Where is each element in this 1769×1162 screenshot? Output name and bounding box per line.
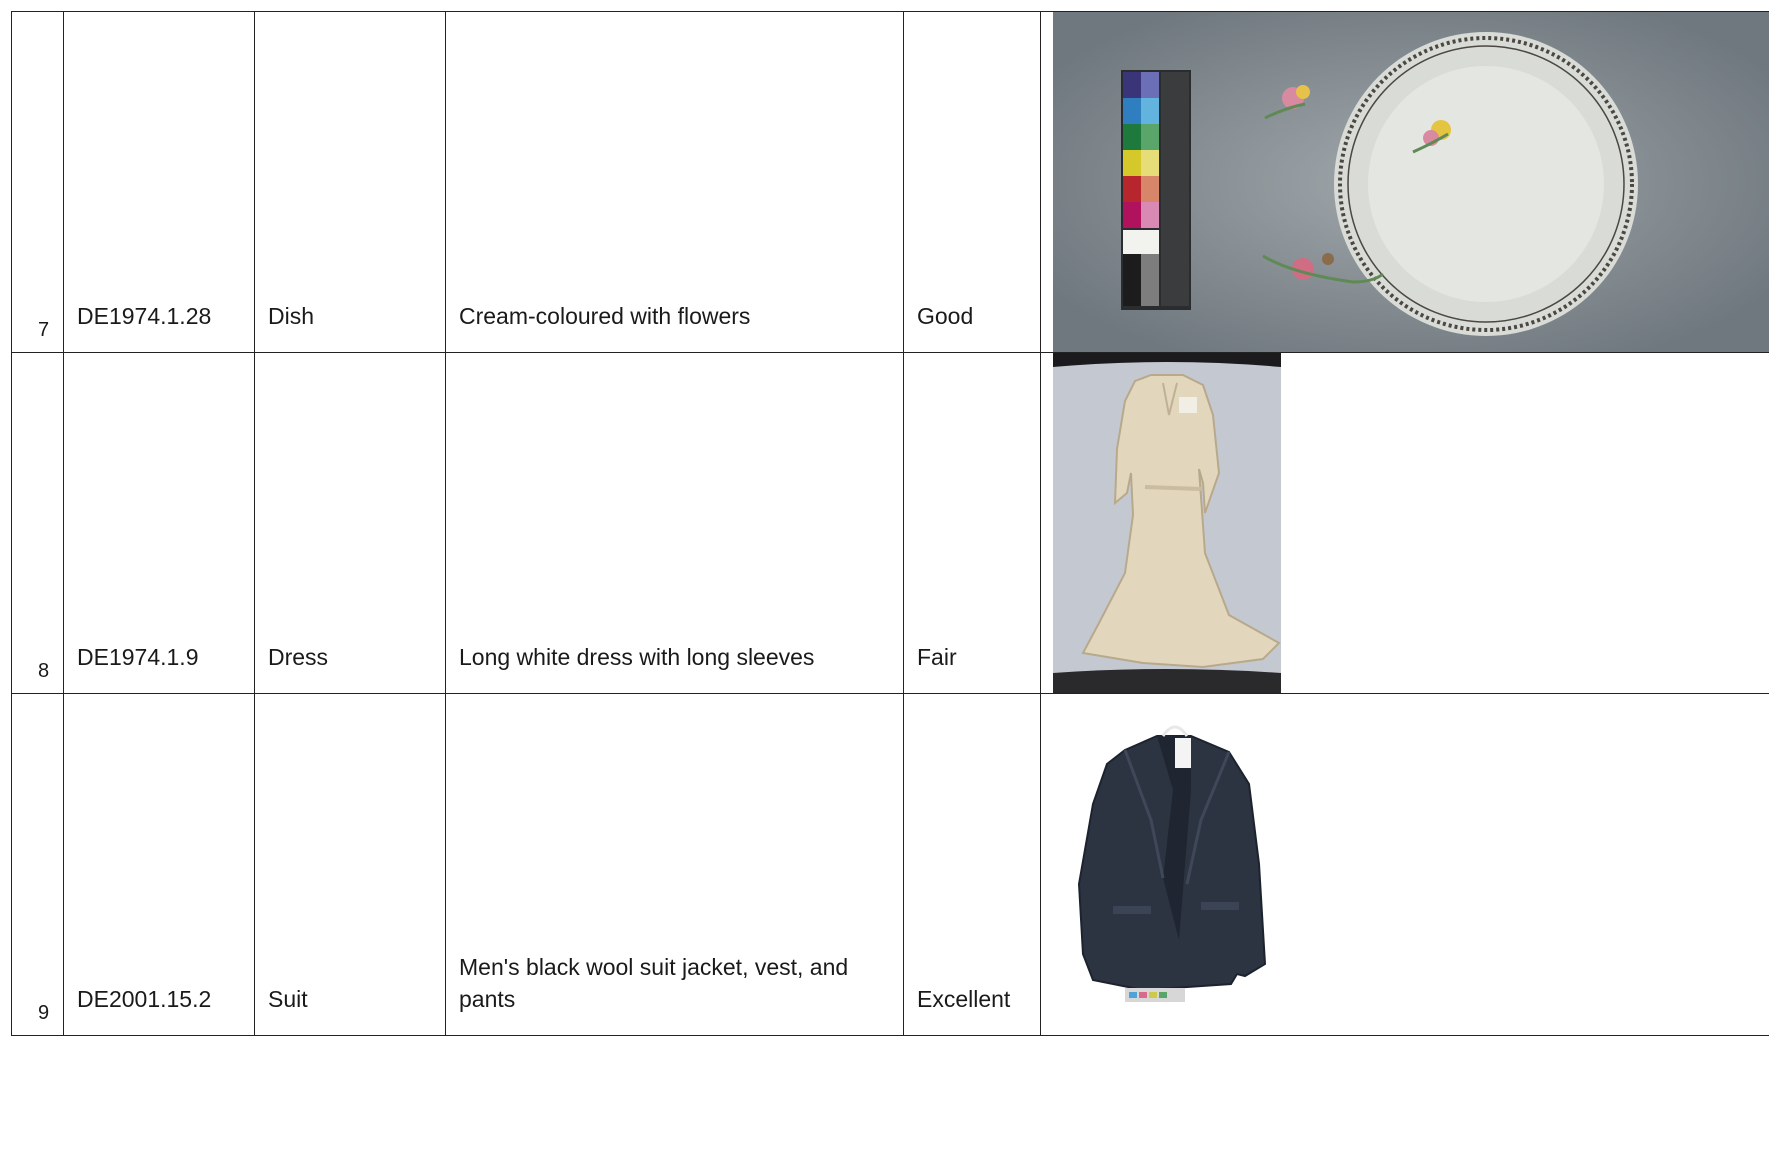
row-number: 7 bbox=[12, 12, 64, 353]
table-row bbox=[12, 353, 1769, 694]
accession-number: DE1974.1.28 bbox=[64, 12, 255, 353]
condition: Fair bbox=[904, 353, 1041, 694]
description: Men's black wool suit jacket, vest, and pants bbox=[446, 694, 904, 1036]
description: Long white dress with long sleeves bbox=[446, 353, 904, 694]
inventory-table bbox=[11, 11, 1769, 1036]
suit-photo bbox=[1053, 694, 1281, 1034]
photo-cell bbox=[1041, 12, 1769, 353]
condition: Excellent bbox=[904, 694, 1041, 1036]
object-name: Suit bbox=[255, 694, 446, 1036]
condition: Good bbox=[904, 12, 1041, 353]
object-name: Dish bbox=[255, 12, 446, 353]
plate-photo bbox=[1053, 12, 1769, 352]
photo-cell bbox=[1041, 694, 1769, 1036]
table-row bbox=[12, 12, 1769, 353]
description: Cream-coloured with flowers bbox=[446, 12, 904, 353]
row-number: 9 bbox=[12, 694, 64, 1036]
accession-number: DE2001.15.2 bbox=[64, 694, 255, 1036]
object-name: Dress bbox=[255, 353, 446, 694]
row-number: 8 bbox=[12, 353, 64, 694]
dress-photo bbox=[1053, 353, 1281, 693]
accession-number: DE1974.1.9 bbox=[64, 353, 255, 694]
table-row bbox=[12, 694, 1769, 1036]
photo-cell bbox=[1041, 353, 1769, 694]
